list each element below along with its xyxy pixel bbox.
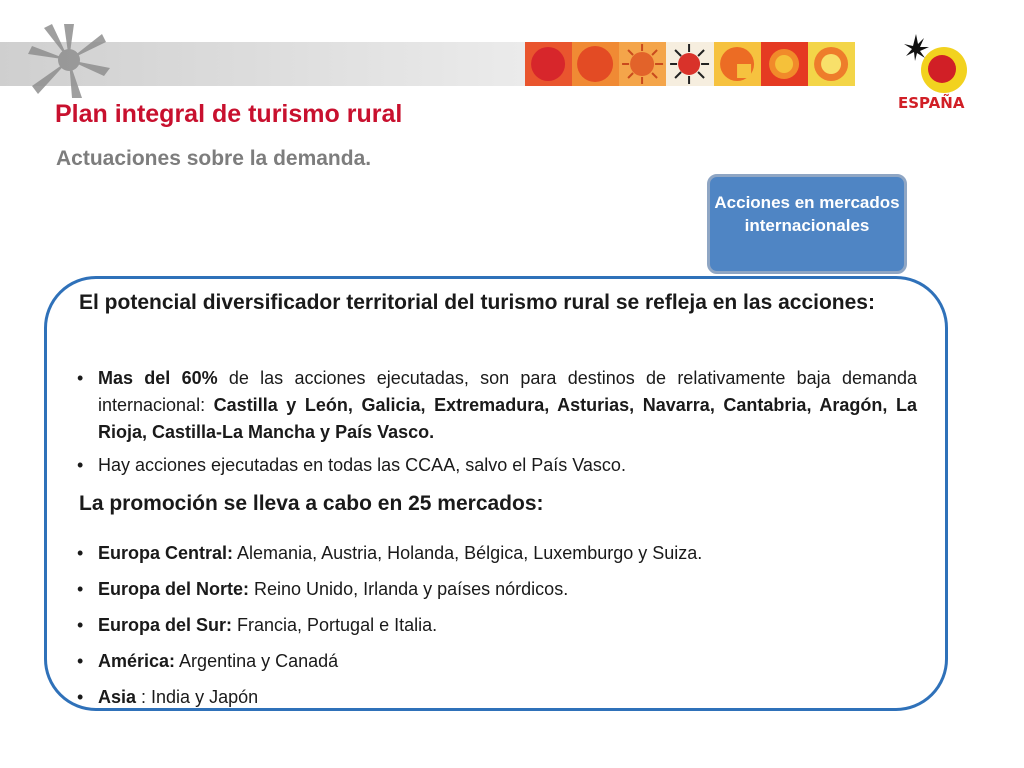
market-item [77, 685, 917, 709]
market-item [77, 649, 917, 673]
sun-tile-7 [808, 42, 855, 86]
logo-wordmark: ESPAÑA [898, 94, 965, 112]
market-countries: Alemania, Austria, Holanda, Bélgica, Luxemburgo y Suiza. [233, 543, 703, 563]
market-countries: : India y Japón [136, 687, 259, 707]
page-subtitle: Actuaciones sobre la demanda. [56, 147, 372, 170]
content-panel [44, 276, 948, 711]
international-markets-box: Acciones en mercados internacionales [707, 174, 907, 274]
market-item [77, 577, 917, 601]
market-region: América: [98, 651, 176, 671]
list-item [77, 452, 917, 479]
actions-list [77, 365, 917, 485]
bullet-glyph: • [77, 687, 84, 707]
market-region: Europa del Norte: [98, 579, 250, 599]
market-item [77, 541, 917, 565]
sun-tiles-strip [525, 42, 855, 86]
body-text: de las acciones ejecutadas, son para destinos de relativamente baja demanda internacional: [98, 368, 918, 415]
bullet-glyph: • [77, 368, 84, 388]
market-region: Asia [98, 687, 137, 707]
sun-tile-5 [714, 42, 761, 86]
market-region: Europa Central: [98, 543, 234, 563]
page-title: Plan integral de turismo rural [55, 100, 403, 128]
list-item [77, 365, 917, 446]
body-text: Hay acciones ejecutadas en todas las CCAA, salvo el País Vasco. [98, 455, 626, 475]
market-countries: Argentina y Canadá [175, 651, 339, 671]
sun-tile-1 [525, 42, 572, 86]
sun-tile-3 [619, 42, 666, 86]
bullet-glyph: • [77, 455, 84, 475]
market-countries: Reino Unido, Irlanda y países nórdicos. [249, 579, 569, 599]
regions-text: Castilla y León, Galicia, Extremadura, Asturias, Navarra, Cantabria, Aragón, La Rioja, Castilla-La Mancha y País Vasco. [98, 395, 917, 442]
market-countries: Francia, Portugal e Italia. [232, 615, 438, 635]
panel-heading: El potencial diversificador territorial del turismo rural se refleja en las acciones: [79, 291, 875, 314]
sun-tile-6 [761, 42, 808, 86]
markets-list [77, 541, 917, 721]
espana-logo [898, 30, 980, 116]
bullet-glyph: • [77, 651, 84, 671]
sun-tile-2 [572, 42, 619, 86]
highlight-text: Mas del 60% [98, 368, 218, 388]
market-item [77, 613, 917, 637]
bullet-glyph: • [77, 543, 84, 563]
bullet-glyph: • [77, 579, 84, 599]
sun-star-icon [24, 20, 114, 100]
sun-tile-4 [666, 42, 713, 86]
markets-heading: La promoción se lleva a cabo en 25 mercados: [79, 492, 544, 515]
market-region: Europa del Sur: [98, 615, 233, 635]
bullet-glyph: • [77, 615, 84, 635]
